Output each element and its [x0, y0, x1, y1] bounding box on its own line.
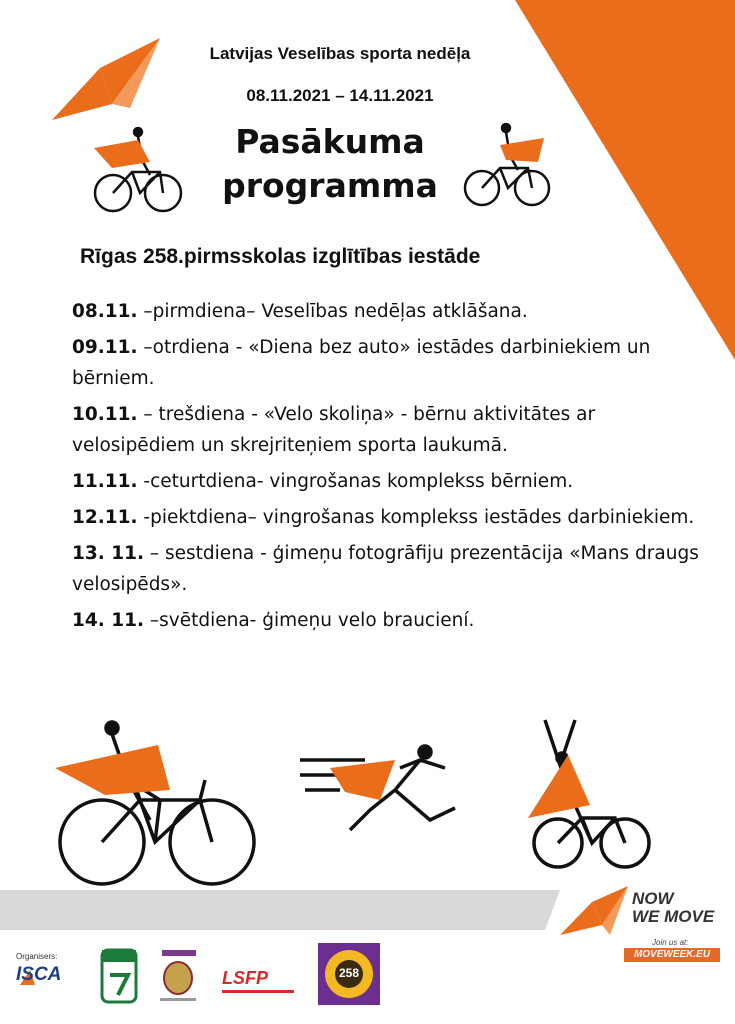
now-we-move-line2: WE MOVE: [632, 907, 715, 926]
schedule-text: –otrdiena - «Diena bez auto» iestādes darbiniekiem un bērniem.: [72, 337, 651, 389]
runner-illustration: [300, 746, 455, 830]
schedule-item: [72, 296, 702, 327]
schedule-item: [72, 399, 702, 461]
schedule-text: -piektdiena– vingrošanas komplekss iestādes darbiniekiem.: [137, 507, 695, 528]
schedule-date: 11.11.: [72, 471, 138, 492]
schedule-date: 10.11.: [72, 404, 138, 425]
lsa-shield-logo: [102, 950, 136, 1002]
cyclist-illustration-left: [55, 722, 254, 884]
now-we-move-line1: NOW: [632, 889, 674, 908]
cyclist-icon-right: [465, 124, 549, 205]
schedule-list: [72, 296, 702, 641]
schedule-item: [72, 332, 702, 394]
schedule-text: –pirmdiena– Veselības nedēļas atklāšana.: [137, 301, 528, 322]
cyclist-illustration-right: [528, 720, 649, 867]
event-title: Latvijas Veselības sporta nedēļa: [209, 44, 471, 63]
program-heading-line1: Pasākuma: [235, 122, 425, 161]
schedule-date: 13. 11.: [72, 543, 144, 564]
schedule-item: [72, 605, 702, 636]
program-heading: [190, 120, 470, 208]
schedule-date: 09.11.: [72, 337, 138, 358]
organisers-label: Organisers:: [16, 952, 58, 961]
schedule-date: 14. 11.: [72, 610, 144, 631]
badge-258-label: 258: [338, 966, 360, 980]
schedule-item: [72, 502, 702, 533]
program-heading-line2: programma: [222, 166, 438, 205]
schedule-text: – sestdiena - ģimeņu fotogrāfiju prezentācija «Mans draugs velosipēds».: [72, 543, 699, 595]
isca-logo-text: ISCA: [16, 964, 62, 985]
schedule-text: – trešdiena - «Velo skoliņa» - bērnu aktivitātes ar velosipēdiem un skrejriteņiem sporta laukumā.: [72, 404, 596, 456]
join-us-label: Join us at:: [652, 938, 689, 947]
footer-gray-bar: [0, 890, 560, 930]
now-we-move-text: [632, 890, 732, 926]
schedule-item: [72, 538, 702, 600]
schedule-item: [72, 466, 702, 497]
schedule-date: 08.11.: [72, 301, 138, 322]
cyclist-icon-left: [94, 128, 181, 211]
ministry-crest-logo: [160, 950, 196, 1001]
schedule-text: -ceturtdiena- vingrošanas komplekss bērniem.: [137, 471, 574, 492]
movemark-logo-top: [52, 38, 160, 120]
now-we-move-logo: [560, 886, 628, 935]
school-name: Rīgas 258.pirmsskolas izglītības iestāde: [80, 245, 481, 268]
lsfp-logo-text: LSFP: [222, 968, 269, 988]
schedule-date: 12.11.: [72, 507, 138, 528]
event-dates: 08.11.2021 – 14.11.2021: [246, 86, 434, 105]
schedule-text: –svētdiena- ģimeņu velo brauciení.: [144, 610, 475, 631]
lsfp-logo-mark: [222, 990, 294, 993]
moveweek-url[interactable]: MOVEWEEK.EU: [624, 948, 720, 962]
